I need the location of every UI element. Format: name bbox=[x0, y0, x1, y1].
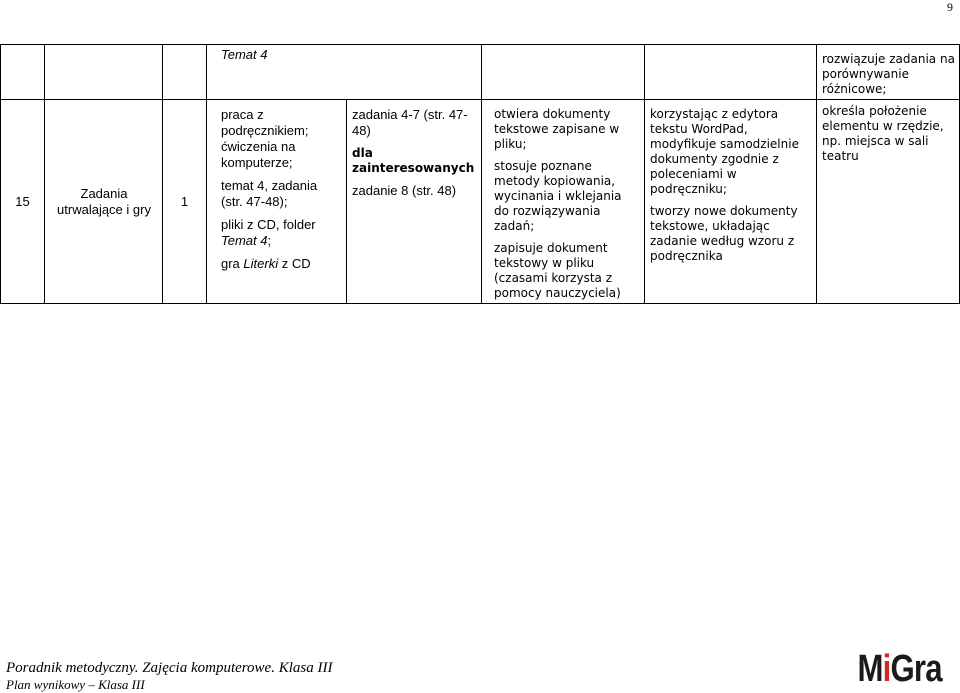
materials-line: pliki z CD, folder Temat 4; bbox=[221, 217, 316, 248]
math-requirement-text: określa położenie elementu w rzędzie, np. miejsca w sali teatru bbox=[822, 104, 944, 163]
materials-line: gra Literki z CD bbox=[221, 256, 311, 271]
tasks-line: zadania 4-7 (str. 47-48) bbox=[352, 107, 468, 138]
lesson-plan-table bbox=[0, 44, 960, 304]
materials-line: praca z podręcznikiem; ćwiczenia na komputerze; bbox=[221, 107, 309, 170]
page-number: 9 bbox=[947, 0, 953, 14]
extended-requirements-cell bbox=[645, 100, 817, 304]
topic-header-row bbox=[1, 45, 960, 100]
lesson-title-cell bbox=[45, 100, 163, 304]
lesson-number: 15 bbox=[15, 193, 30, 209]
requirement-item: tworzy nowe dokumenty tekstowe, układając zadanie według wzoru z podręcznika bbox=[650, 204, 798, 263]
migra-logo: MiGra bbox=[857, 648, 942, 690]
basic-requirements-cell bbox=[482, 100, 645, 304]
materials-line: temat 4, zadania (str. 47-48); bbox=[221, 178, 318, 209]
tasks-extra-heading: dla zainteresowanych bbox=[352, 146, 475, 175]
tasks-line: zadanie 8 (str. 48) bbox=[352, 183, 457, 198]
hours-count: 1 bbox=[180, 193, 189, 209]
footer-subtitle: Plan wynikowy – Klasa III bbox=[6, 677, 145, 692]
topic-cell bbox=[207, 45, 482, 100]
table-row bbox=[1, 100, 960, 304]
lesson-title: Zadania utrwalające i gry bbox=[57, 186, 151, 217]
math-requirements-cell bbox=[817, 100, 960, 304]
footer bbox=[6, 660, 332, 692]
math-requirement-cell-top bbox=[817, 45, 960, 100]
requirement-item: korzystając z edytora tekstu WordPad, modyfikuje samodzielnie dokumenty zgodnie z poleceniami w podręczniku; bbox=[650, 107, 799, 196]
footer-title: Poradnik metodyczny. Zajęcia komputerowe. Klasa III bbox=[6, 660, 333, 676]
hours-cell bbox=[163, 100, 207, 304]
topic-title: Temat 4 bbox=[221, 47, 268, 62]
lesson-number-cell bbox=[1, 100, 45, 304]
math-requirement-top-text: rozwiązuje zadania na porównywanie różnicowe; bbox=[822, 52, 955, 96]
tasks-cell bbox=[347, 100, 482, 304]
requirement-item: zapisuje dokument tekstowy w pliku (czasami korzysta z pomocy nauczyciela) bbox=[494, 241, 621, 300]
requirement-item: stosuje poznane metody kopiowania, wycinania i wklejania do rozwiązywania zadań; bbox=[494, 159, 622, 233]
requirement-item: otwiera dokumenty tekstowe zapisane w pliku; bbox=[494, 107, 620, 151]
materials-cell bbox=[207, 100, 347, 304]
